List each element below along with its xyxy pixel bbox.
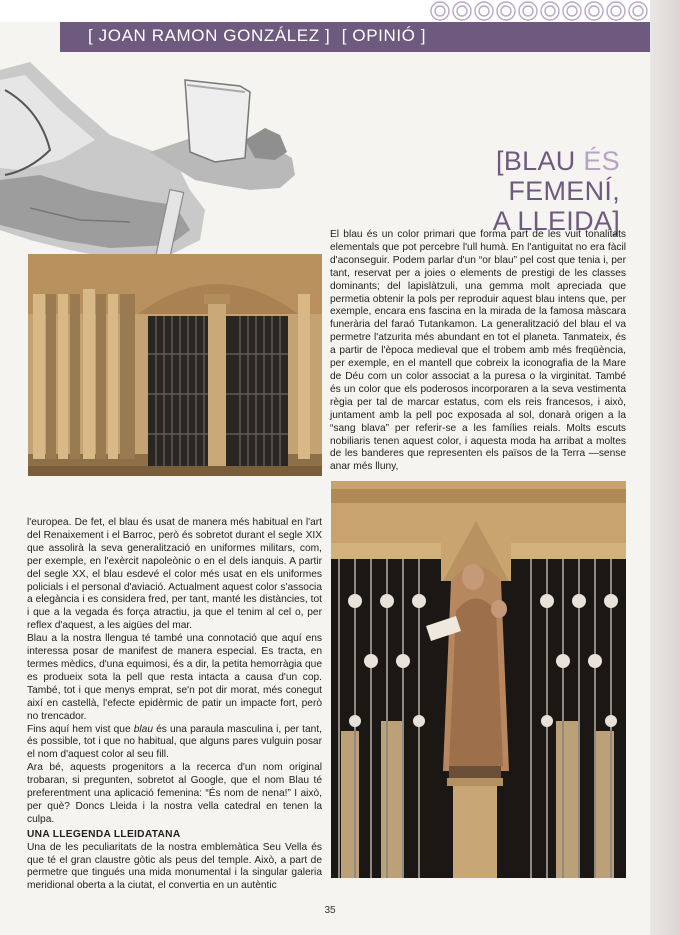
paragraph: Ara bé, aquests progenitors a la recerca d'un nom original trobaran, si pregunten, sobretot al Google, que el nom Blau té preferentment una aplicació femenina: “És nom de nena!” I això, per què? Doncs Lleida i la nostra vella catedral en tenen la culpa. [27, 762, 322, 825]
virgin-statue-photo [331, 481, 626, 878]
author-name: [ JOAN RAMON GONZÁLEZ ] [88, 26, 331, 45]
ornament-pattern [430, 0, 650, 22]
paragraph: Blau a la nostra llengua té també una connotació que aquí ens interessa posar de manifest de manera especial. Es tracta, en termes mèdics, d'una equimosi, és a dir, la petita hemorràgia que es produeix sota la pell que resta intacta a causa d'un cop. També, tot i que menys emprat, se'n pot dir morat, més conegut així en castellà, l'efecte epidèrmic de patir un impacte fort, però no trencador. [27, 633, 322, 722]
subheading: UNA LLEGENDA LLEIDATANA [27, 828, 181, 840]
article-column-right [330, 229, 626, 474]
page-edge [650, 0, 680, 935]
title-accent-word: ÉS [583, 146, 620, 176]
title-word-blau: BLAU [503, 146, 584, 176]
text-run: és una paraula masculina i, per tant, és possible, tot i que no habitual, que alguns pares vulguin posar el nom d'aquest color al seu fill. [27, 723, 322, 761]
page-number: 35 [324, 905, 336, 916]
title-line1-rest: FEMENÍ, [508, 176, 620, 206]
emphasis-blau: blau [133, 723, 153, 735]
article-column-left [27, 517, 322, 893]
paragraph: Una de les peculiaritats de la nostra emblemàtica Seu Vella és que té el gran claustre gòtic als peus del temple. Això, a part de permetre que tingués una mida monumental i la singular galeria meridional oberta a la ciutat, el convertia en un autèntic [27, 841, 322, 892]
title-line2: A LLEIDA] [492, 206, 620, 236]
section-name: [ OPINIÓ ] [341, 26, 427, 45]
paragraph [27, 724, 322, 763]
text-run: Fins aquí hem vist que [27, 723, 134, 735]
paragraph: l'europea. De fet, el blau és usat de manera més habitual en l'art del Renaixement i el Barroc, però és sobretot durant el segle XIX que assolirà la seva generalització en uniformes militars, com, per exemple, en l'exèrcit napoleònic o en el dels ianquis. A partir del segle XX, el blau esdevé el color més usat en els uniformes policials i el personal d'aviació. Actualment aquest color s'associa a elegància i es considera fred, per tant, manté les distàncies, tot i que a la vegada és força atractiu, ja que el tenim al cel o, per reflex d'aquest, a les aigües del mar. [27, 517, 322, 632]
portal-photo [28, 254, 322, 476]
paragraph-intro: El blau és un color primari que forma part de les vuit tonalitats elementals que pot percebre l'ull humà. En l'antiguitat no era fàcil d'aconseguir. Podem parlar d'un “or blau” pel cost que tenia i, per tant, reservat per a joies o elements de prestigi de les classes dominants; del lapislàtzuli, una gemma molt apreciada que permetia obtenir la pols per reproduir aquest blau intens que, per exemple, encara ens fascina en la mirada de la famosa màscara funerària del faraó Tutankamon. La generalització del blau el va permetre l'atzurita més abundant en tot el planeta. Tanmateix, és a partir de l'època medieval que el trobem amb més freqüència, per exemple, en el mantell que cobreix la iconografia de la Mare de Déu com un color associat a la puresa o la virginitat. També és un color que els poderosos incorporaren a la seva vestimenta règia per tal de marcar estatus, com els reis francesos, i això, juntament amb la pell poc exposada al sol, donarà origen a la “sang blava” per referir-se a les famílies reials. Molts escuts nobiliaris tenen aquest color, i aquesta moda ha arribat a moltes de les banderes que representen els països de la Terra —sense anar més lluny, [330, 229, 626, 473]
title-open-bracket: [ [496, 146, 504, 176]
article-title [400, 146, 620, 236]
